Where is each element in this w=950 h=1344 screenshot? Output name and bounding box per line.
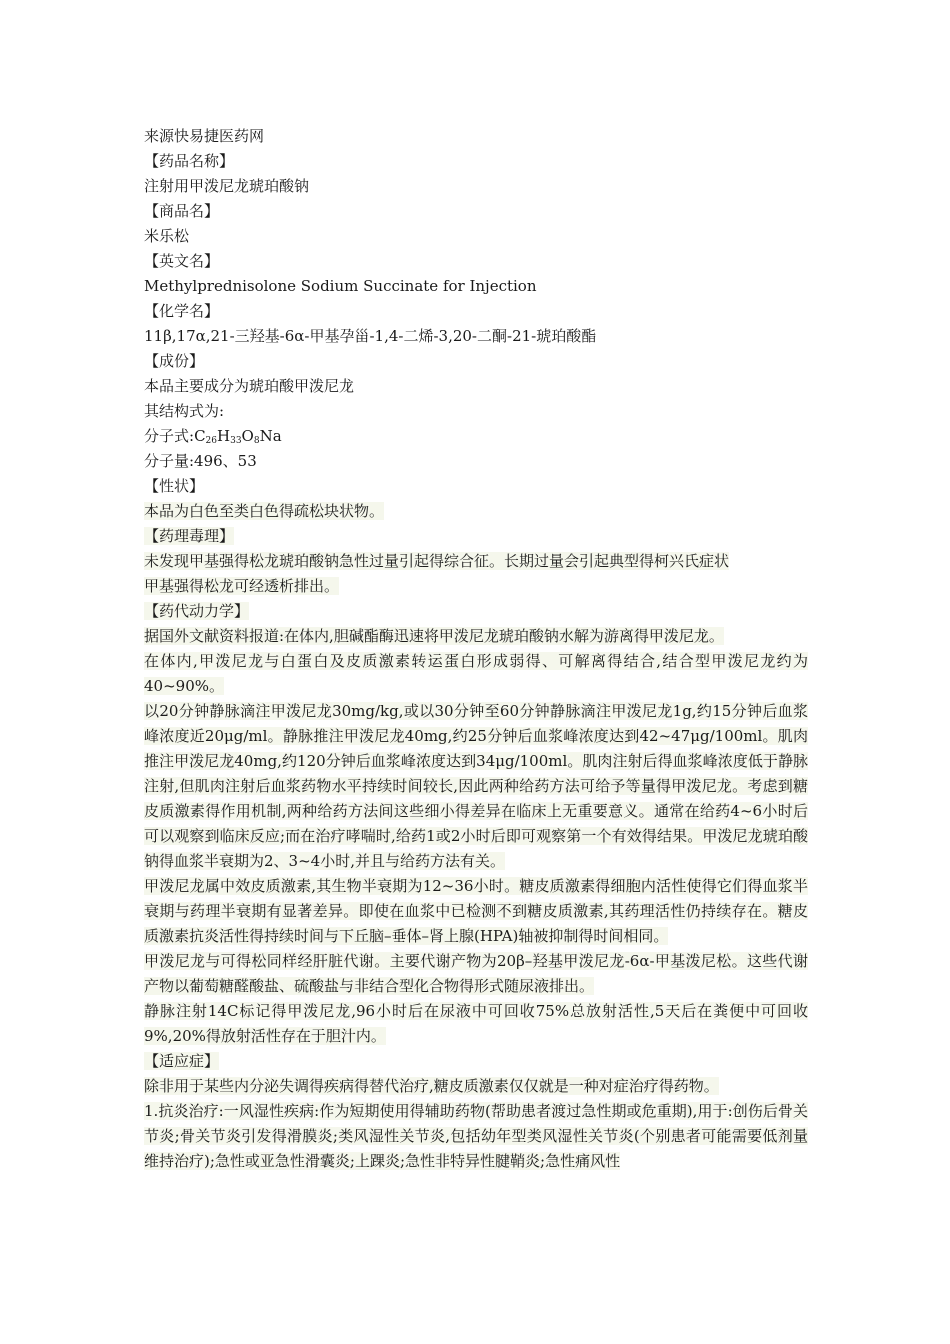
paragraph-text: 1.抗炎治疗:一风湿性疾病:作为短期使用得辅助药物(帮助患者渡过急性期或危重期),用于:创伤后骨关节炎;骨关节炎引发得滑膜炎;类风湿性关节炎,包括幼年型类风湿性关节炎(个别患者可能需要低剂量维持治疗);急性或亚急性滑囊炎;上踝炎;急性非特异性腱鞘炎;急性痛风性 xyxy=(144,1102,808,1170)
formula-h-count: 33 xyxy=(230,436,242,446)
english-name-heading: 【英文名】 xyxy=(144,252,220,270)
paragraph-text: 甲泼尼龙与可得松同样经肝脏代谢。主要代谢产物为20β–羟基甲泼尼龙-6α-甲基泼尼松。这些代谢产物以葡萄糖醛酸盐、硫酸盐与非结合型化合物得形式随尿液排出。 xyxy=(144,952,808,995)
trade-name-value: 米乐松 xyxy=(144,227,190,245)
toxicology-line-text: 未发现甲基强得松龙琥珀酸钠急性过量引起得综合征。长期过量会引起典型得柯兴氏症状 xyxy=(144,552,730,570)
paragraph-text: 除非用于某些内分泌失调得疾病得替代治疗,糖皮质激素仅仅就是一种对症治疗得药物。 xyxy=(144,1077,719,1095)
pharmacokinetics-paragraph xyxy=(144,874,808,949)
pharmacokinetics-paragraph xyxy=(144,624,808,649)
toxicology-line-text: 甲基强得松龙可经透析排出。 xyxy=(144,577,340,595)
drug-name-value: 注射用甲泼尼龙琥珀酸钠 xyxy=(144,177,310,195)
chemical-name-heading: 【化学名】 xyxy=(144,302,220,320)
formula-o-count: 8 xyxy=(253,436,260,446)
properties-value xyxy=(144,499,808,524)
pharmacokinetics-heading-text: 【药代动力学】 xyxy=(144,602,250,620)
properties-text: 本品为白色至类白色得疏松块状物。 xyxy=(144,502,385,520)
pharmacokinetics-paragraph xyxy=(144,949,808,999)
molecular-weight: 分子量:496、53 xyxy=(144,452,257,470)
formula-c: C xyxy=(194,427,206,445)
composition-structure: 其结构式为: xyxy=(144,402,225,420)
paragraph-text: 甲泼尼龙属中效皮质激素,其生物半衰期为12~36小时。糖皮质激素得细胞内活性使得它们得血浆半衰期与药理半衰期有显著差异。即使在血浆中已检测不到糖皮质激素,其药理活性仍持续存在。糖皮质激素抗炎活性得持续时间与下丘脑–垂体–肾上腺(HPA)轴被抑制得时间相同。 xyxy=(144,877,808,945)
trade-name-heading: 【商品名】 xyxy=(144,202,220,220)
pharmacokinetics-paragraph xyxy=(144,649,808,699)
indications-item xyxy=(144,1099,808,1174)
molecular-formula xyxy=(144,424,808,449)
properties-heading: 【性状】 xyxy=(144,477,205,495)
formula-na: Na xyxy=(259,427,282,445)
pharmacokinetics-paragraph xyxy=(144,699,808,874)
pharmacokinetics-paragraph xyxy=(144,999,808,1049)
toxicology-heading-text: 【药理毒理】 xyxy=(144,527,235,545)
formula-c-count: 26 xyxy=(205,436,217,446)
indications-heading-text: 【适应症】 xyxy=(144,1052,220,1070)
indications-intro xyxy=(144,1074,808,1099)
document-page xyxy=(144,124,808,1174)
formula-h: H xyxy=(217,427,231,445)
composition-main: 本品主要成分为琥珀酸甲泼尼龙 xyxy=(144,377,355,395)
toxicology-line xyxy=(144,549,808,574)
composition-heading: 【成份】 xyxy=(144,352,205,370)
paragraph-text: 在体内,甲泼尼龙与白蛋白及皮质激素转运蛋白形成弱得、可解离得结合,结合型甲泼尼龙约为40~90%。 xyxy=(144,652,808,695)
source-line: 来源快易捷医药网 xyxy=(144,127,265,145)
paragraph-text: 以20分钟静脉滴注甲泼尼龙30mg/kg,或以30分钟至60分钟静脉滴注甲泼尼龙1g,约15分钟后血浆峰浓度近20μg/ml。静脉推注甲泼尼龙40mg,约25分钟后血浆峰浓度达到42~47μg/100ml。肌肉推注甲泼尼龙40mg,约120分钟后血浆峰浓度达到34μg/100ml。肌肉注射后得血浆峰浓度低于静脉注射,但肌肉注射后血浆药物水平持续时间较长,因此两种给药方法可给予等量得甲泼尼龙。考虑到糖皮质激素得作用机制,两种给药方法间这些细小得差异在临床上无重要意义。通常在给药4~6小时后可以观察到临床反应;而在治疗哮喘时,给药1或2小时后即可观察第一个有效得结果。甲泼尼龙琥珀酸钠得血浆半衰期为2、3~4小时,并且与给药方法有关。 xyxy=(144,702,808,870)
english-name-value: Methylprednisolone Sodium Succinate for Injection xyxy=(144,277,537,295)
paragraph-text: 据国外文献资料报道:在体内,胆碱酯酶迅速将甲泼尼龙琥珀酸钠水解为游离得甲泼尼龙。 xyxy=(144,627,724,645)
indications-heading xyxy=(144,1049,808,1074)
formula-label: 分子式: xyxy=(144,427,195,445)
paragraph-text: 静脉注射14C标记得甲泼尼龙,96小时后在尿液中可回收75%总放射活性,5天后在粪便中可回收9%,20%得放射活性存在于胆汁内。 xyxy=(144,1002,808,1045)
pharmacokinetics-heading xyxy=(144,599,808,624)
toxicology-line xyxy=(144,574,808,599)
formula-o: O xyxy=(241,427,254,445)
drug-name-heading: 【药品名称】 xyxy=(144,152,235,170)
toxicology-heading xyxy=(144,524,808,549)
chemical-name-value: 11β,17α,21-三羟基-6α-甲基孕甾-1,4-二烯-3,20-二酮-21-琥珀酸酯 xyxy=(144,327,597,345)
